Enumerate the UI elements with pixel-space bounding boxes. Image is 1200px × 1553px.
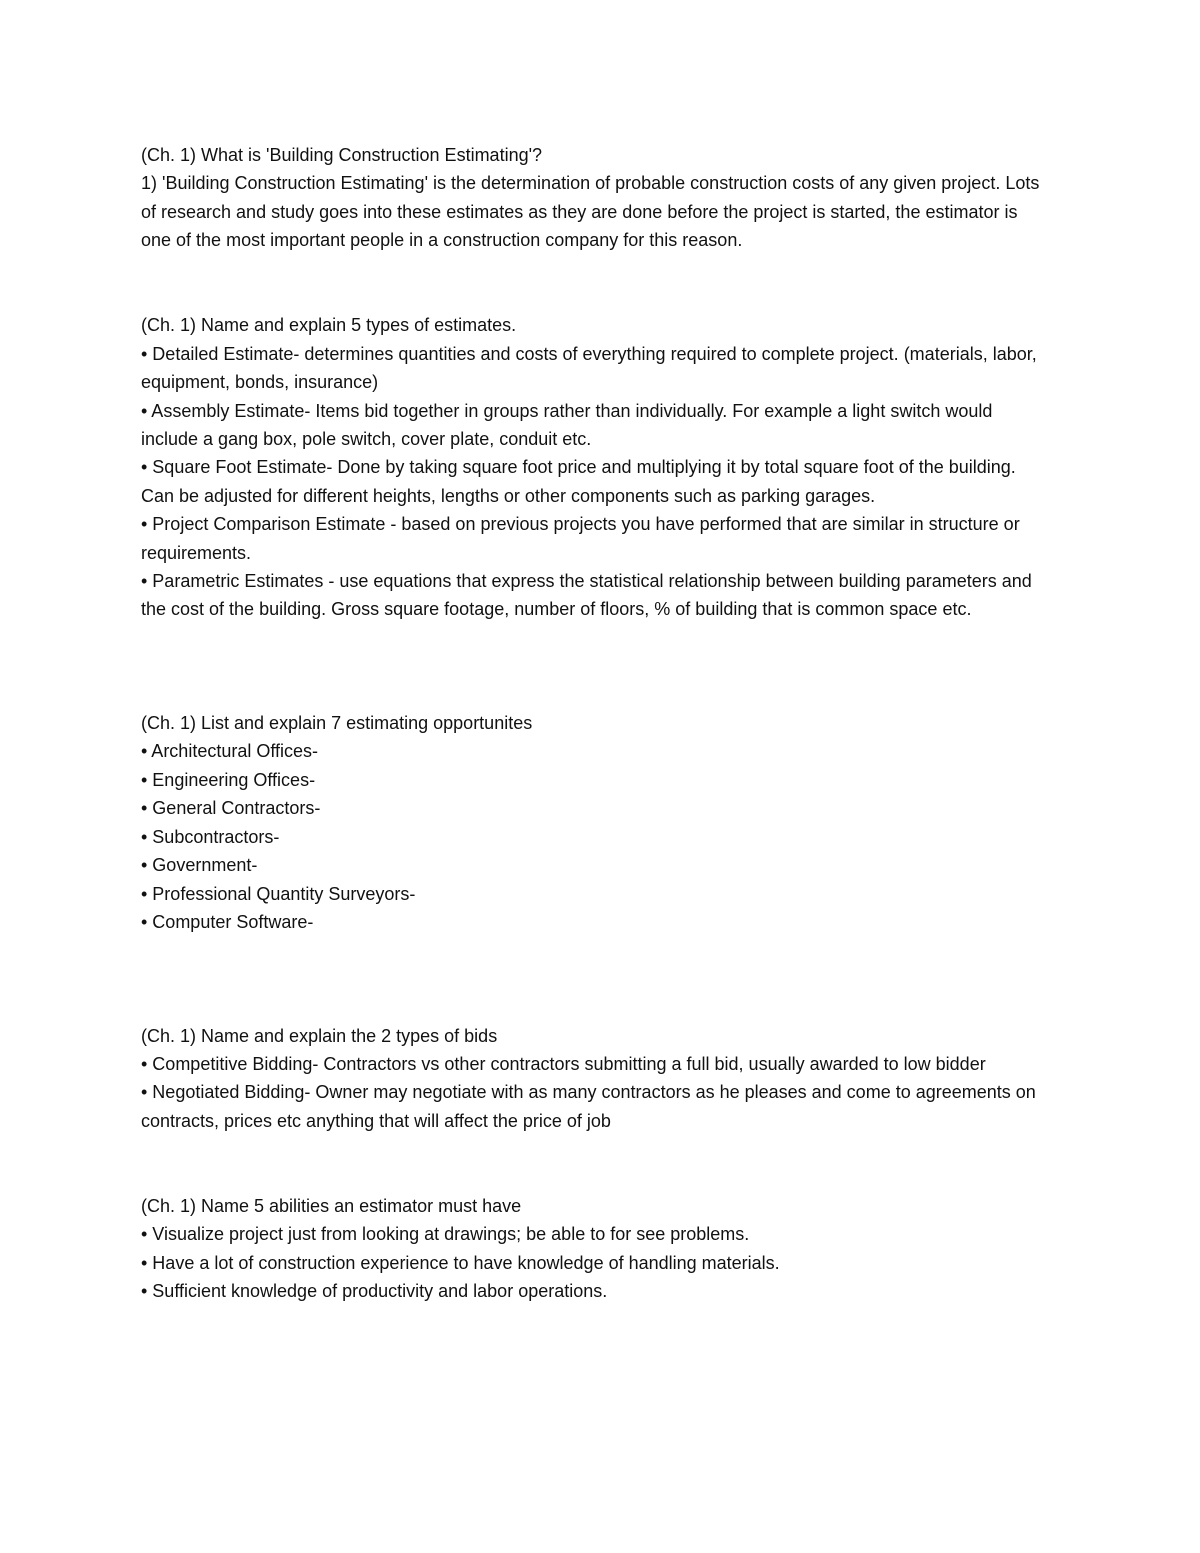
list-item: • Negotiated Bidding- Owner may negotiate with as many contractors as he pleases and come to agreements on contracts, prices etc anything that will affect the price of job: [141, 1082, 1036, 1131]
section-question: (Ch. 1) Name 5 abilities an estimator must have: [141, 1195, 522, 1216]
list-item: • Have a lot of construction experience to have knowledge of handling materials.: [141, 1252, 780, 1273]
spacer: [141, 1135, 1041, 1192]
list-item: • Architectural Offices-: [141, 741, 319, 762]
section-question: (Ch. 1) Name and explain 5 types of estimates.: [141, 315, 517, 336]
section-building-construction-estimating: [141, 141, 1041, 255]
list-item: • Parametric Estimates - use equations that express the statistical relationship between building parameters and the cost of the building. Gross square footage, number of floors, % of building that is common space etc.: [141, 571, 1032, 620]
spacer: [141, 255, 1041, 312]
list-item: • Professional Quantity Surveyors-: [141, 883, 416, 904]
section-question: (Ch. 1) What is 'Building Construction Estimating'?: [141, 145, 543, 165]
list-item: • General Contractors-: [141, 798, 321, 819]
list-item: • Visualize project just from looking at drawings; be able to for see problems.: [141, 1224, 750, 1245]
list-item: • Assembly Estimate- Items bid together in groups rather than individually. For example a light switch would include a gang box, pole switch, cover plate, conduit etc.: [141, 400, 993, 450]
list-item: • Detailed Estimate- determines quantities and costs of everything required to complete project. (materials, labor, equipment, bonds, insurance): [141, 343, 1037, 393]
list-item: • Government-: [141, 855, 258, 876]
section-answer: 1) 'Building Construction Estimating' is the determination of probable construction costs of any given project. Lots of research and study goes into these estimates as they are done before the project is started, the estimator is one of the most important people in a construction company for this reason.: [141, 173, 1040, 251]
list-item: • Square Foot Estimate- Done by taking square foot price and multiplying it by total square foot of the building. Can be adjusted for different heights, lengths or other components such as parking garages.: [141, 457, 1016, 506]
list-item: • Sufficient knowledge of productivity and labor operations.: [141, 1281, 608, 1302]
spacer: [141, 936, 1041, 1021]
list-item: • Engineering Offices-: [141, 769, 316, 790]
section-question: (Ch. 1) Name and explain the 2 types of bids: [141, 1025, 498, 1046]
list-item: • Project Comparison Estimate - based on previous projects you have performed that are similar in structure or requirements.: [141, 514, 1020, 563]
section-estimator-abilities: [141, 1192, 1041, 1306]
document-body: [141, 141, 1041, 1306]
list-item: • Competitive Bidding- Contractors vs other contractors submitting a full bid, usually awarded to low bidder: [141, 1053, 986, 1074]
section-types-of-estimates: [141, 311, 1041, 623]
list-item: • Subcontractors-: [141, 826, 280, 847]
list-item: • Computer Software-: [141, 911, 314, 932]
spacer: [141, 624, 1041, 709]
section-types-of-bids: [141, 1022, 1041, 1136]
section-question: (Ch. 1) List and explain 7 estimating opportunites: [141, 713, 533, 734]
section-estimating-opportunities: [141, 709, 1041, 936]
